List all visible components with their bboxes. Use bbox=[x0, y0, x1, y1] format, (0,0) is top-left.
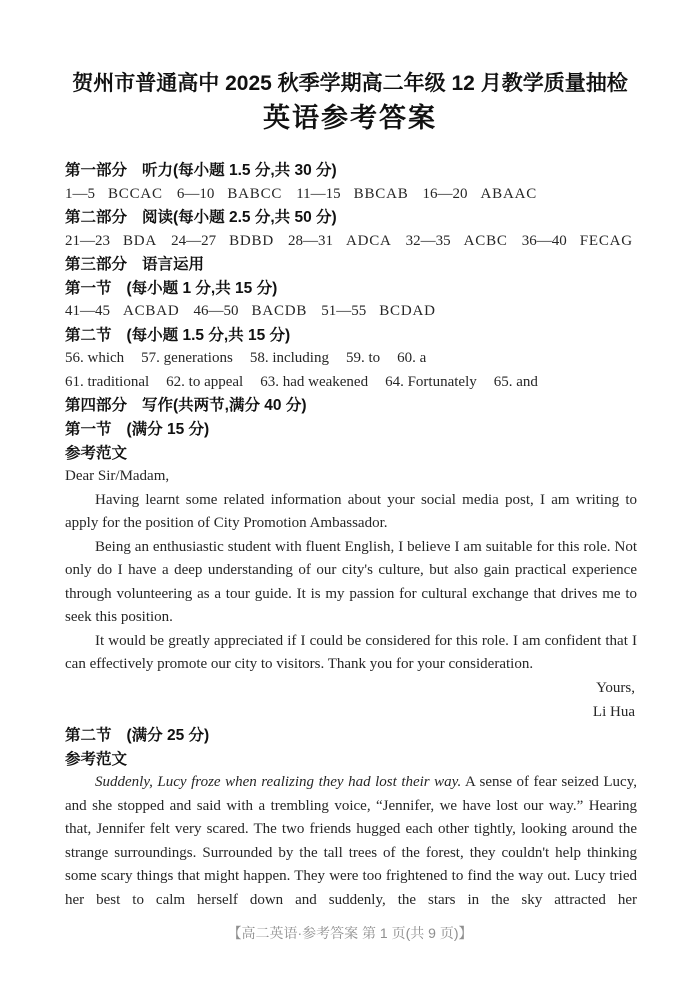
answer-group bbox=[171, 230, 274, 254]
answer-range: 51—55 bbox=[321, 303, 367, 320]
answer-letters: BCCAC bbox=[108, 185, 163, 202]
answer-letters: BACDB bbox=[251, 303, 308, 320]
fill-in-answer-row bbox=[65, 371, 637, 395]
story-opening-sentence: Suddenly, Lucy froze when realizing they had lost their way. bbox=[95, 774, 462, 791]
answer-range: 36—40 bbox=[521, 232, 567, 249]
answer-letters: BCDAD bbox=[379, 303, 436, 320]
answer-range: 11—15 bbox=[296, 185, 341, 202]
document-subtitle: 英语参考答案 bbox=[263, 103, 437, 133]
part4-section1-heading bbox=[65, 418, 637, 442]
part2-heading bbox=[65, 206, 637, 230]
answer-letters: ABAAC bbox=[480, 185, 538, 202]
section2-title: (满分 25 分) bbox=[126, 727, 210, 745]
answer-letters: BBCAB bbox=[353, 185, 409, 202]
part4-heading bbox=[65, 394, 637, 418]
fill-in-answer: 56. which bbox=[65, 350, 125, 367]
letter-salutation: Dear Sir/Madam, bbox=[65, 468, 170, 485]
document-title: 贺州市普通高中 2025 秋季学期高二年级 12 月教学质量抽检 bbox=[72, 72, 628, 95]
section2-label: 第二节 bbox=[65, 727, 112, 745]
answer-letters: BABCC bbox=[227, 185, 283, 202]
page-footer: 【高二英语·参考答案 第 1 页(共 9 页)】 bbox=[227, 925, 473, 941]
part1-heading bbox=[65, 159, 637, 183]
answer-group bbox=[194, 300, 308, 324]
part3-label: 第三部分 bbox=[65, 256, 128, 274]
part4-section2-heading bbox=[65, 724, 637, 748]
answer-range: 16—20 bbox=[422, 185, 468, 202]
part1-title: 听力(每小题 1.5 分,共 30 分) bbox=[142, 162, 337, 179]
section1-title: (每小题 1 分,共 15 分) bbox=[126, 279, 278, 297]
section2-label: 第二节 bbox=[65, 326, 112, 344]
letter-signature: Li Hua bbox=[592, 703, 635, 720]
answer-group bbox=[296, 183, 408, 207]
section1-label: 第一节 bbox=[65, 279, 112, 297]
model-essay-label: 参考范文 bbox=[65, 444, 128, 462]
answer-group bbox=[65, 183, 163, 207]
section1-title: (满分 15 分) bbox=[126, 421, 210, 439]
part2-answer-row bbox=[65, 230, 637, 254]
story-paragraph bbox=[65, 771, 637, 912]
fill-in-answer: 61. traditional bbox=[65, 373, 150, 390]
part3-section1-heading bbox=[65, 277, 637, 301]
answer-letters: BDA bbox=[123, 232, 158, 249]
fill-in-answer: 65. and bbox=[493, 373, 538, 390]
answer-letters: ACBAD bbox=[123, 303, 180, 320]
part3-section2-heading bbox=[65, 324, 637, 348]
section1-label: 第一节 bbox=[65, 421, 112, 439]
letter-paragraph: Being an enthusiastic student with fluent English, I believe I am suitable for this role. Not only do I have a deep understanding of our city's culture, but also gain practical experience through volunteering as a tour guide. It is my passion for cultural exchange that drives me to seek this position. bbox=[65, 538, 637, 626]
answer-range: 6—10 bbox=[176, 185, 215, 202]
letter-closing: Yours, bbox=[596, 680, 635, 697]
fill-in-answer: 62. to appeal bbox=[166, 373, 244, 390]
answer-range: 28—31 bbox=[287, 232, 333, 249]
answer-group bbox=[522, 230, 633, 254]
section2-title: (每小题 1.5 分,共 15 分) bbox=[126, 326, 291, 344]
answer-range: 46—50 bbox=[193, 303, 239, 320]
letter-paragraph: Having learnt some related information about your social media post, I am writing to apply for the position of City Promotion Ambassador. bbox=[65, 491, 637, 532]
answer-group bbox=[321, 300, 436, 324]
part1-label: 第一部分 bbox=[65, 162, 128, 179]
answer-group bbox=[288, 230, 392, 254]
document-header bbox=[0, 0, 700, 135]
answer-letters: ADCA bbox=[345, 232, 392, 249]
story-continuation: A sense of fear seized Lucy, and she stopped and said with a trembling voice, “Jennifer, we have lost our way.” Hearing that, Jennifer felt very scared. The two friends hugged each other tightly, looking around the strange surroundings. Surrounded by the tall trees of the forest, they couldn't help thinking some scary things that might happen. They were too frightened to find the way out. Lucy tried her best to calm herself down and suddenly, the stars in the sky attracted her bbox=[65, 774, 637, 908]
answer-letters: FECAG bbox=[579, 232, 633, 249]
answer-letters: ACBC bbox=[463, 232, 508, 249]
fill-in-answer: 59. to bbox=[345, 350, 381, 367]
model-essay-label: 参考范文 bbox=[65, 750, 128, 768]
answer-group bbox=[65, 300, 180, 324]
fill-in-answer-row bbox=[65, 347, 637, 371]
part2-label: 第二部分 bbox=[65, 209, 128, 227]
fill-in-answer: 64. Fortunately bbox=[385, 373, 477, 390]
part3-section1-answer-row bbox=[65, 300, 637, 324]
part2-title: 阅读(每小题 2.5 分,共 50 分) bbox=[142, 209, 337, 227]
answer-range: 1—5 bbox=[65, 185, 95, 202]
part4-title: 写作(共两节,满分 40 分) bbox=[142, 397, 307, 415]
part4-label: 第四部分 bbox=[65, 397, 128, 415]
answer-group bbox=[423, 183, 538, 207]
fill-in-answer: 63. had weakened bbox=[260, 373, 369, 390]
part3-heading bbox=[65, 253, 637, 277]
letter-paragraph: It would be greatly appreciated if I could be considered for this role. I am confident that I can effectively promote our city to visitors. Thank you for your consideration. bbox=[65, 632, 637, 673]
fill-in-answer: 58. including bbox=[249, 350, 329, 367]
answer-range: 32—35 bbox=[405, 232, 451, 249]
answer-group bbox=[177, 183, 282, 207]
answer-range: 24—27 bbox=[171, 232, 217, 249]
answer-range: 21—23 bbox=[65, 232, 110, 249]
answer-group bbox=[406, 230, 508, 254]
answer-letters: BDBD bbox=[229, 232, 274, 249]
fill-in-answer: 60. a bbox=[397, 350, 427, 367]
answer-group bbox=[65, 230, 157, 254]
answer-range: 41—45 bbox=[65, 303, 110, 320]
part1-answer-row bbox=[65, 183, 637, 207]
part3-title: 语言运用 bbox=[142, 256, 205, 274]
fill-in-answer: 57. generations bbox=[141, 350, 233, 367]
document-body bbox=[65, 159, 637, 913]
